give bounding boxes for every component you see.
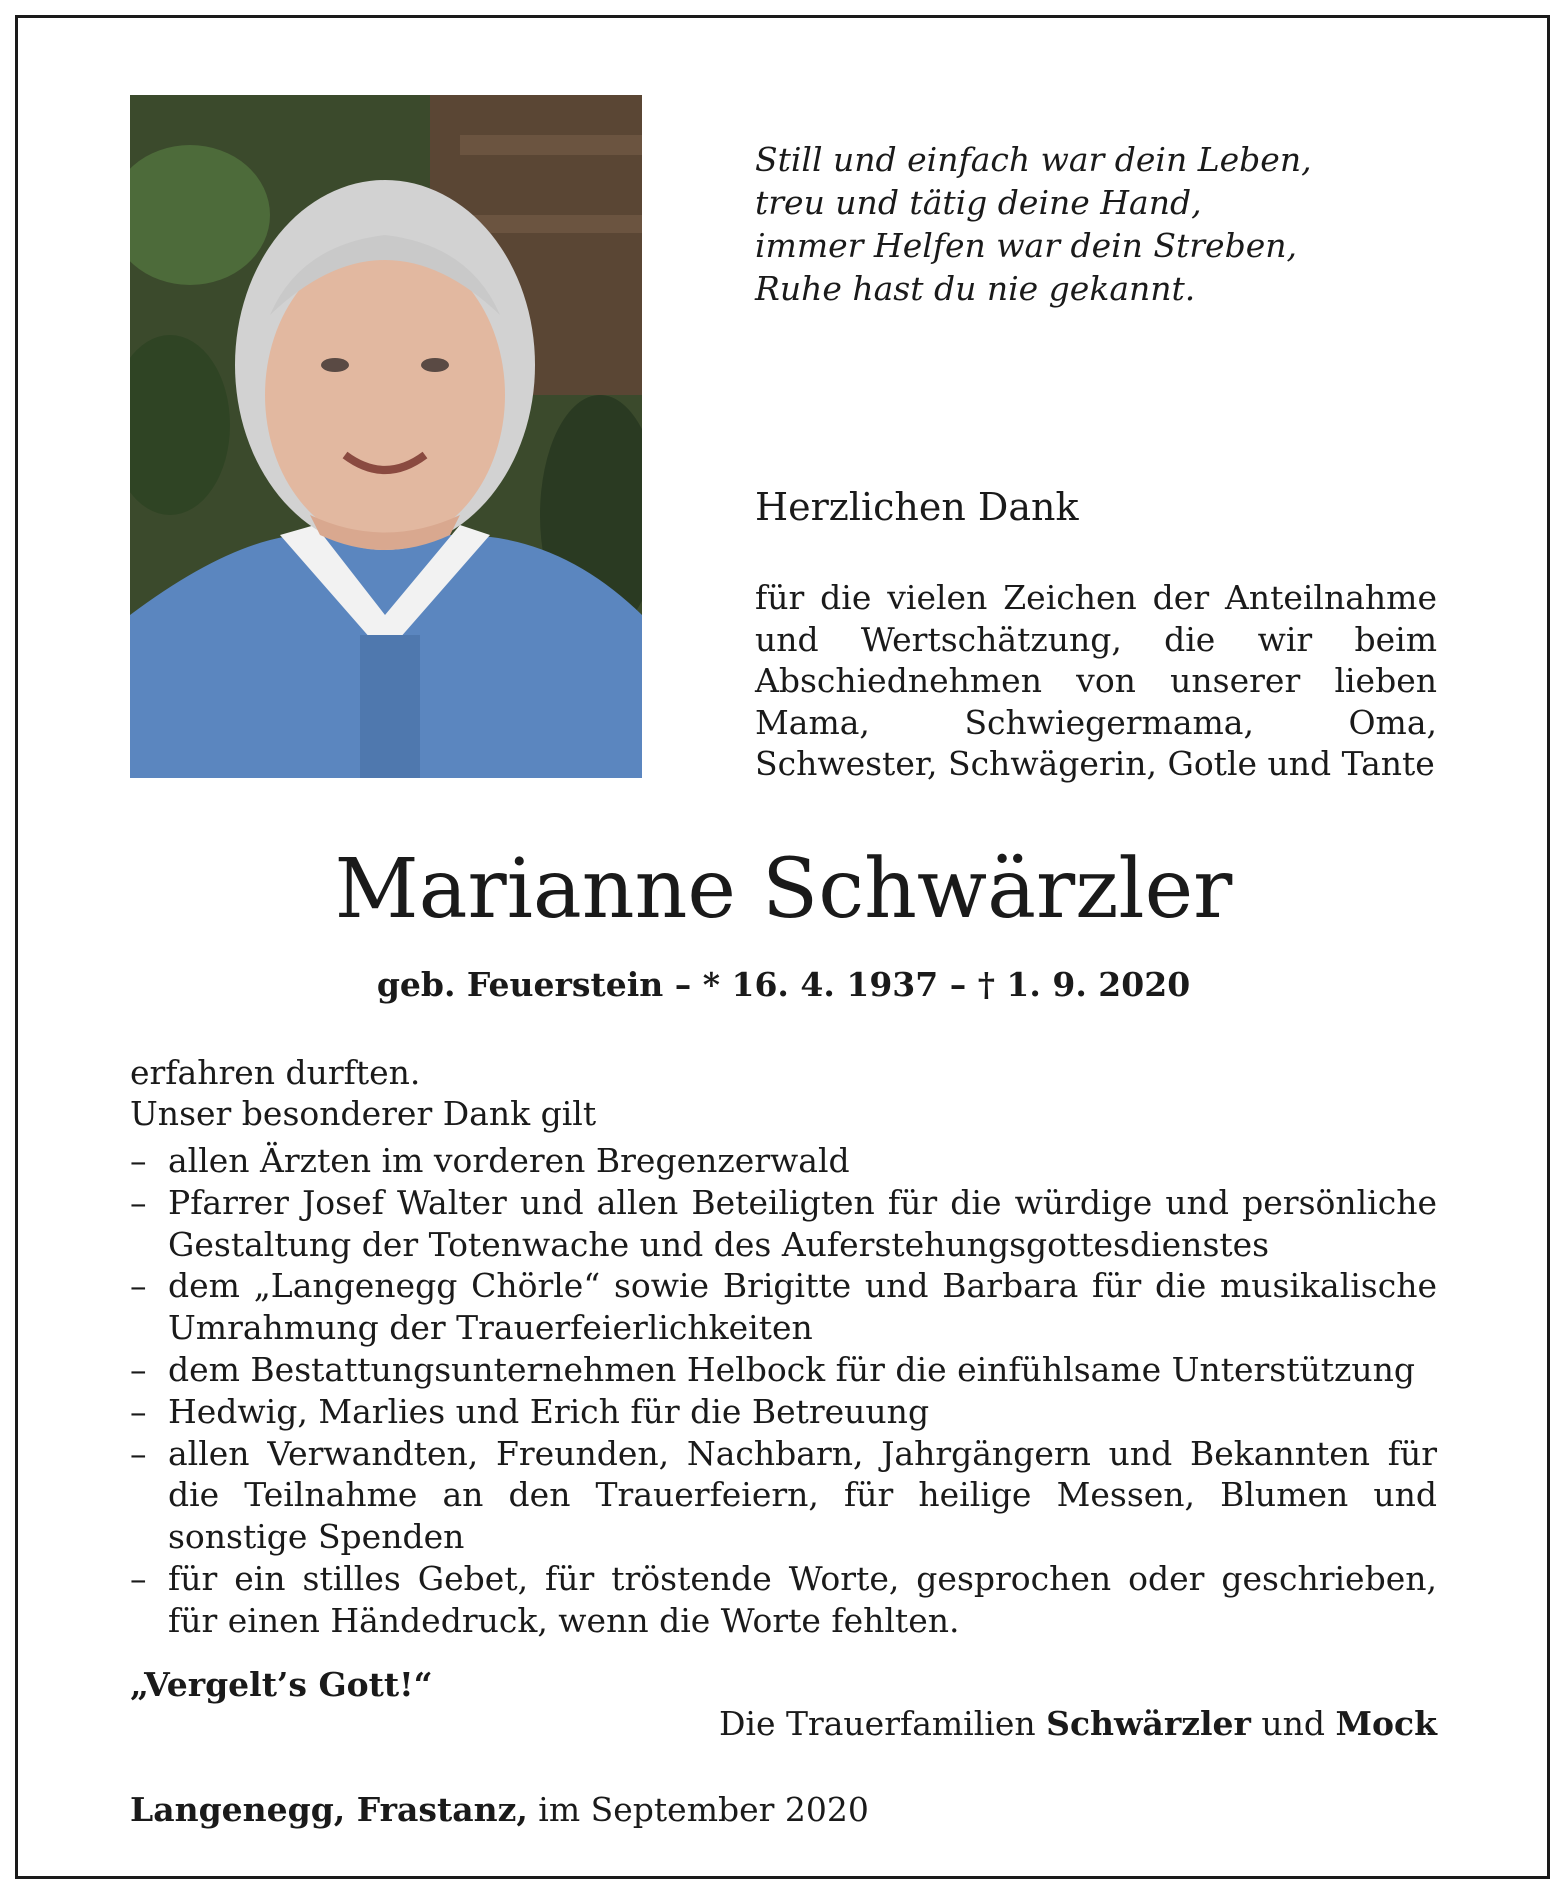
poem-line: immer Helfen war dein Streben, [755,226,1297,265]
poem-line: Still und einfach war dein Leben, [755,140,1312,179]
place-date [130,1790,869,1829]
dash-marker: – [130,1558,147,1598]
dash-marker: – [130,1391,147,1431]
poem [755,138,1312,310]
death-date: † 1. 9. 2020 [977,965,1191,1004]
vergelts-gott: „Vergelt’s Gott!“ [130,1665,433,1704]
signature-prefix: Die Trauerfamilien [718,1704,1047,1743]
deceased-name: Marianne Schwärzler [334,842,1233,937]
separator: – [938,965,978,1004]
poem-line: treu und tätig deine Hand, [755,183,1202,222]
family-name: Schwärzler [1046,1704,1251,1743]
list-item: – Pfarrer Josef Walter und allen Beteiligten für die würdige und persönliche Gestaltung der Totenwache und des Auferstehungsgottesdienstes [130,1182,1437,1264]
gratitude-list [130,1140,1437,1642]
continuation-line: erfahren durften. [130,1053,421,1092]
dash-marker: – [130,1182,147,1222]
list-item: – Hedwig, Marlies und Erich für die Betreuung [130,1391,930,1431]
thanks-heading: Herzlichen Dank [755,485,1079,529]
gratitude-intro: Unser besonderer Dank gilt [130,1094,597,1133]
separator: – [663,965,703,1004]
portrait-illustration [130,95,642,778]
birth-date: * 16. 4. 1937 [702,965,939,1004]
list-item: – allen Ärzten im vorderen Bregenzerwald [130,1141,850,1180]
list-item: – allen Verwandten, Freunden, Nachbarn, Jahrgängern und Bekannten für die Teilnahme an den Trauerfeiern, für heilige Messen, Blumen und sonstige Spenden [130,1433,1437,1557]
family-name: Mock [1335,1704,1437,1743]
list-item: – für ein stilles Gebet, für tröstende Worte, gesprochen oder geschrieben, für einen Händedruck, wenn die Worte fehlten. [130,1558,1437,1640]
portrait-photo [130,95,642,778]
life-dates [0,965,1567,1004]
poem-line: Ruhe hast du nie gekannt. [755,269,1196,308]
list-item: – dem „Langenegg Chörle“ sowie Brigitte und Barbara für die musikalische Umrahmung der Trauerfeierlichkeiten [130,1266,1437,1348]
dash-marker: – [130,1141,147,1180]
place-names: Langenegg, Frastanz, [130,1790,528,1829]
maiden-name: geb. Feuerstein [376,965,664,1004]
thanks-paragraph: für die vielen Zeichen der Anteilnahme und Wertschätzung, die wir beim Abschiednehmen von unserer lieben Mama, Schwiegermama, Oma, Schwester, Schwägerin, Gotle und Tante [755,578,1437,783]
date: im September 2020 [527,1790,869,1829]
list-item: – dem Bestattungsunternehmen Helbock für die einfühlsame Unterstützung [130,1349,1415,1389]
signature-and: und [1250,1704,1336,1743]
dash-marker: – [130,1349,147,1389]
dash-marker: – [130,1433,147,1473]
dash-marker: – [130,1266,147,1306]
family-signature [719,1704,1437,1743]
